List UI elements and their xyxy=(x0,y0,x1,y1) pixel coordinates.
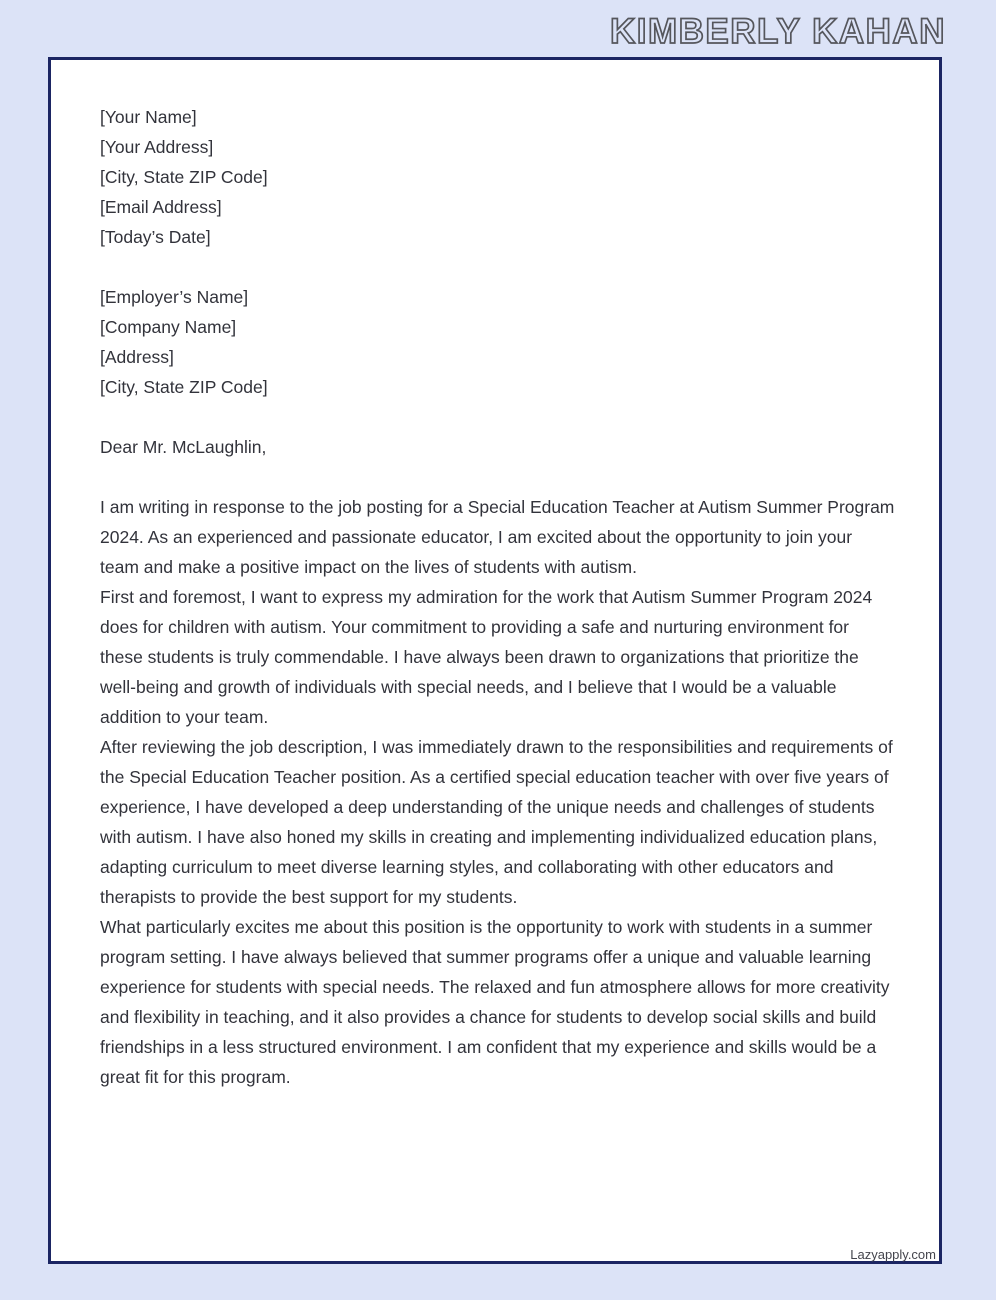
sender-line: [Your Address] xyxy=(100,137,214,157)
sender-line: [City, State ZIP Code] xyxy=(100,167,268,187)
sender-block xyxy=(100,102,895,252)
body-paragraph: I am writing in response to the job posting for a Special Education Teacher at Autism Summer Program 2024. As an experienced and passionate educator, I am excited about the opportunity to join your team and make a positive impact on the lives of students with autism. xyxy=(100,497,895,577)
recipient-line: [Company Name] xyxy=(100,317,237,337)
sender-line: [Today’s Date] xyxy=(100,227,211,247)
letter-document xyxy=(48,57,942,1264)
salutation: Dear Mr. McLaughlin, xyxy=(100,437,267,457)
recipient-block xyxy=(100,282,895,402)
brand-name: KIMBERLY KAHAN xyxy=(609,12,946,51)
recipient-line: [City, State ZIP Code] xyxy=(100,377,268,397)
salutation-block xyxy=(100,432,895,462)
recipient-line: [Employer’s Name] xyxy=(100,287,249,307)
watermark: Lazyapply.com xyxy=(850,1247,936,1262)
body-paragraph: What particularly excites me about this position is the opportunity to work with students in a summer program setting. I have always believed that summer programs offer a unique and valuable learning experience for students with special needs. The relaxed and fun atmosphere allows for more creativity and flexibility in teaching, and it also provides a chance for students to develop social skills and build friendships in a less structured environment. I am confident that my experience and skills would be a great fit for this program. xyxy=(100,917,890,1087)
body-paragraph: After reviewing the job description, I was immediately drawn to the responsibilities and requirements of the Special Education Teacher position. As a certified special education teacher with over five years of experience, I have developed a deep understanding of the unique needs and challenges of students with autism. I have also honed my skills in creating and implementing individualized education plans, adapting curriculum to meet diverse learning styles, and collaborating with other educators and therapists to provide the best support for my students. xyxy=(100,737,893,907)
sender-line: [Your Name] xyxy=(100,107,197,127)
recipient-line: [Address] xyxy=(100,347,174,367)
body-paragraph: First and foremost, I want to express my admiration for the work that Autism Summer Program 2024 does for children with autism. Your commitment to providing a safe and nurturing environment for these students is truly commendable. I have always been drawn to organizations that prioritize the well-being and growth of individuals with special needs, and I believe that I would be a valuable addition to your team. xyxy=(100,587,873,727)
sender-line: [Email Address] xyxy=(100,197,222,217)
